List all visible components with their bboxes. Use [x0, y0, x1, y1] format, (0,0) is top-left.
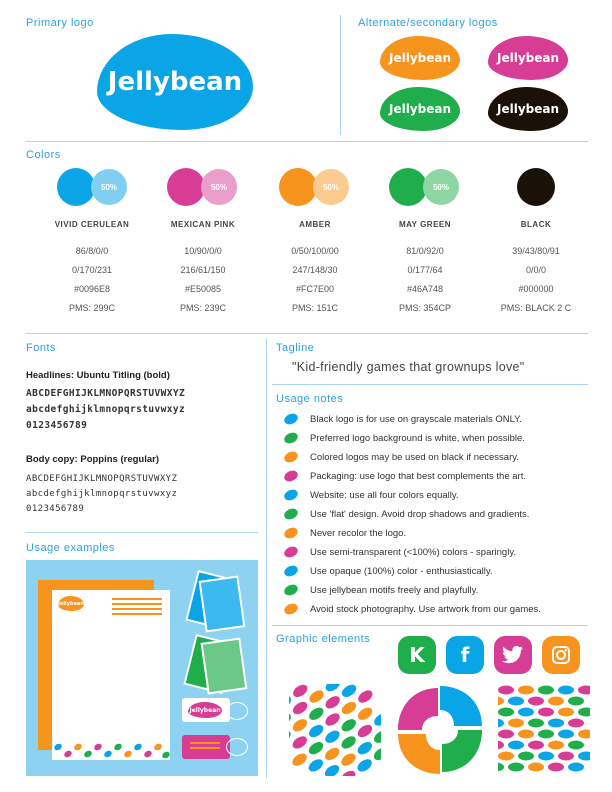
facebook-icon: f — [446, 636, 484, 674]
swatch-mexican-pink — [167, 168, 205, 206]
swatch-name: MAY GREEN — [398, 220, 452, 229]
jellybean-bullet-icon — [282, 449, 299, 465]
swatch-cmyk: 10/90/0/0 — [184, 246, 222, 256]
swatch-cmyk: 39/43/80/91 — [512, 246, 560, 256]
swatch-pms: PMS: 299C — [68, 303, 116, 313]
primary-logo-wordmark: Jellybean — [107, 67, 243, 97]
usage-notes-heading: Usage notes — [276, 393, 344, 405]
swatch-amber-tint: 50% — [313, 169, 349, 205]
jellybean-bullet-icon — [282, 487, 299, 503]
jellybean-swirl-emblem — [392, 682, 488, 778]
usage-examples-panel — [26, 560, 258, 776]
swatch-may-green-tint: 50% — [423, 169, 459, 205]
primary-logo — [97, 34, 253, 130]
swatch-cmyk: 86/8/0/0 — [75, 246, 109, 256]
usage-note: Use opaque (100%) color - enthusiastically. — [284, 564, 493, 578]
game-card-blue-front — [199, 575, 246, 632]
swatch-pms: PMS: 354CP — [398, 303, 452, 313]
body-uppercase: ABCDEFGHIJKLMNOPQRSTUVWXYZ — [26, 474, 178, 484]
usage-note: Colored logos may be used on black if necessary. — [284, 450, 519, 464]
jellybean-bullet-icon — [282, 544, 299, 560]
alt-logo-green: Jellybean — [380, 87, 460, 131]
alt-logos-heading: Alternate/secondary logos — [358, 17, 498, 29]
jellybean-pattern-tile-left — [289, 684, 381, 776]
body-digits: 0123456789 — [26, 504, 85, 514]
tag-logo: Jellybean — [189, 706, 221, 714]
jellybean-pattern-tile-right — [498, 684, 590, 776]
swatch-rgb: 0/0/0 — [525, 265, 547, 275]
swatch-name: MEXICAN PINK — [170, 220, 236, 229]
swatch-rgb: 247/148/30 — [292, 265, 338, 275]
headline-uppercase: ABCDEFGHIJKLMNOPQRSTUVWXYZ — [26, 388, 186, 399]
usage-note: Black logo is for use on grayscale materials ONLY. — [284, 412, 522, 426]
graphic-elements-heading: Graphic elements — [276, 633, 371, 645]
jellybean-bullet-icon — [282, 468, 299, 484]
usage-note: Packaging: use logo that best complements the art. — [284, 469, 526, 483]
fonts-heading: Fonts — [26, 342, 57, 354]
usage-note: Use semi-transparent (<100%) colors - sparingly. — [284, 545, 516, 559]
usage-note: Use 'flat' design. Avoid drop shadows and gradients. — [284, 507, 529, 521]
swatch-pms: PMS: BLACK 2 C — [500, 303, 572, 313]
letterhead-logo: Jellybean — [58, 596, 84, 611]
alt-logo-black: Jellybean — [488, 87, 568, 131]
game-card-green-front — [201, 637, 248, 694]
swatch-may-green — [389, 168, 427, 206]
swatch-black — [517, 168, 555, 206]
usage-note: Never recolor the logo. — [284, 526, 406, 540]
swatch-vivid-cerulean — [57, 168, 95, 206]
swatch-amber — [279, 168, 317, 206]
twitter-icon — [494, 636, 532, 674]
swatch-cmyk: 81/0/92/0 — [406, 246, 444, 256]
instagram-icon — [542, 636, 580, 674]
swatch-hex: #0096E8 — [73, 284, 111, 294]
swatch-rgb: 0/170/231 — [71, 265, 113, 275]
swatch-name: VIVID CERULEAN — [54, 220, 130, 229]
headline-font-label: Headlines: Ubuntu Titling (bold) — [26, 370, 170, 381]
headline-digits: 0123456789 — [26, 420, 88, 431]
letterhead — [52, 590, 170, 760]
usage-note: Preferred logo background is white, when possible. — [284, 431, 525, 445]
jellybean-bullet-icon — [282, 430, 299, 446]
colors-heading: Colors — [26, 149, 61, 161]
swatch-hex: #FC7E00 — [295, 284, 335, 294]
hang-tag-white — [182, 698, 230, 722]
letterhead-lines — [112, 598, 162, 615]
letterhead-pattern — [52, 742, 170, 760]
body-font-label: Body copy: Poppins (regular) — [26, 454, 160, 465]
swatch-name: AMBER — [299, 220, 331, 229]
tagline-heading: Tagline — [276, 342, 315, 354]
kongregate-icon: K — [398, 636, 436, 674]
headline-lowercase: abcdefghijklmnopqrstuvwxyz — [26, 404, 186, 415]
usage-examples-heading: Usage examples — [26, 542, 115, 554]
usage-note: Avoid stock photography. Use artwork from our games. — [284, 602, 541, 616]
swatch-rgb: 216/61/150 — [180, 265, 226, 275]
swatch-pms: PMS: 239C — [179, 303, 227, 313]
swatch-name: BLACK — [520, 220, 552, 229]
body-lowercase: abcdefghijklmnopqrstuvwxyz — [26, 489, 178, 499]
alt-logo-orange: Jellybean — [380, 36, 460, 80]
swatch-pms: PMS: 151C — [291, 303, 339, 313]
swatch-vivid-cerulean-tint: 50% — [91, 169, 127, 205]
swatch-hex: #000000 — [518, 284, 554, 294]
jellybean-bullet-icon — [282, 582, 299, 598]
jellybean-bullet-icon — [282, 601, 299, 617]
hang-tag-string — [226, 702, 248, 720]
tagline-text: "Kid-friendly games that grownups love" — [292, 360, 525, 374]
swatch-hex: #E50085 — [184, 284, 222, 294]
jellybean-bullet-icon — [282, 506, 299, 522]
hang-tag-pink — [182, 735, 230, 759]
swatch-rgb: 0/177/64 — [407, 265, 443, 275]
jellybean-bullet-icon — [282, 525, 299, 541]
usage-note: Website: use all four colors equally. — [284, 488, 459, 502]
alt-logo-pink: Jellybean — [488, 36, 568, 80]
jellybean-bullet-icon — [282, 563, 299, 579]
swatch-mexican-pink-tint: 50% — [201, 169, 237, 205]
usage-note: Use jellybean motifs freely and playfully. — [284, 583, 478, 597]
swatch-cmyk: 0/50/100/00 — [291, 246, 339, 256]
swatch-hex: #46A748 — [406, 284, 444, 294]
primary-logo-heading: Primary logo — [26, 17, 94, 29]
jellybean-bullet-icon — [282, 411, 299, 427]
hang-tag-string-2 — [226, 738, 248, 756]
